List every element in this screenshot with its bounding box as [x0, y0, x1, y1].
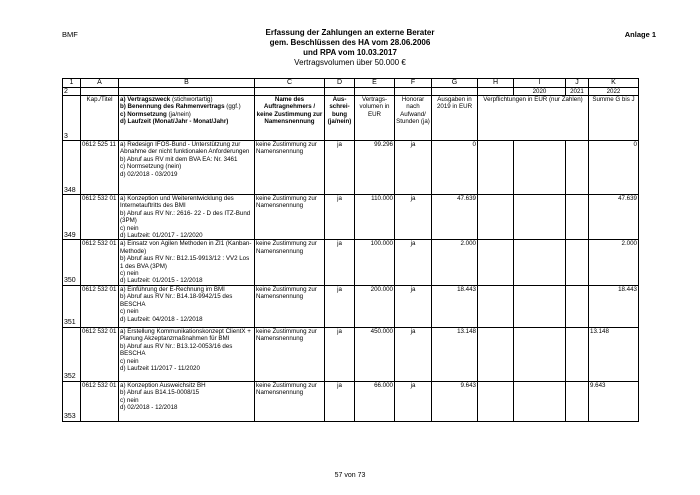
cell-verpflichtung-h	[478, 195, 514, 240]
cell-vertrag: a) Erstellung Kommunikationskonzept ClientX + Planung Akzeptanzmaßnahmen für BMI b) Abruf aus RV Nr.: B13.12-0053/16 des BESCHA c) nein d) Laufzeit 11/2017 - 11/2020	[119, 327, 255, 381]
cell-summe: 2.000	[589, 240, 639, 285]
cell-ausschreibung: ja	[325, 381, 355, 421]
cell-kap-titel: 0612 532 01	[81, 195, 119, 240]
cell-vertrag: a) Einsatz von Agilen Methoden in ZI1 (Kanban-Methode) b) Abruf aus RV Nr.: B12.15-9913/12 : VV2 Los 1 des BVA (3PM) c) nein d) Laufzeit: 01/2015 - 12/2018	[119, 240, 255, 285]
header-ausgaben-2019: Ausgaben in 2019 in EUR	[432, 96, 478, 141]
cell-summe: 0	[589, 141, 639, 195]
table-row	[63, 381, 639, 421]
column-letter: A	[81, 79, 119, 88]
column-letter: K	[589, 79, 639, 88]
cell-summe: 13.148	[589, 327, 639, 381]
cell-ausschreibung: ja	[325, 240, 355, 285]
row-number: 353	[63, 381, 81, 421]
column-letter: E	[355, 79, 395, 88]
cell-ausschreibung: ja	[325, 327, 355, 381]
cell-vertragsvolumen: 66.000	[355, 381, 395, 421]
cell-verpflichtung-2021	[566, 381, 589, 421]
document-title	[0, 28, 700, 68]
cell-vertrag: a) Konzeption Ausweichsitz BH b) Abruf aus B14.15-0008/15 c) nein d) 02/2018 - 12/2018	[119, 381, 255, 421]
header-summe: Summe G bis J	[589, 96, 639, 141]
cell-summe: 9.643	[589, 381, 639, 421]
cell-verpflichtung-h	[478, 240, 514, 285]
column-letter-row	[63, 79, 639, 88]
attachment-label: Anlage 1	[624, 30, 656, 39]
title-line: Erfassung der Zahlungen an externe Berater	[265, 28, 435, 37]
table-row	[63, 285, 639, 327]
cell-honorar: ja	[395, 195, 432, 240]
cell-vertrag: a) Konzeption und Weiterentwicklung des Internetauftritts des BMI b) Abruf aus RV Nr.: 2616- 22 - D des ITZ-Bund (3PM) c) nein d) Laufzeit: 01/2017 - 12/2020	[119, 195, 255, 240]
cell-honorar: ja	[395, 327, 432, 381]
cell-verpflichtung-h	[478, 141, 514, 195]
table-row	[63, 141, 639, 195]
cell-verpflichtung-h	[478, 285, 514, 327]
page-number: 57 von 73	[334, 472, 366, 479]
column-letter: D	[325, 79, 355, 88]
cell-verpflichtung-h	[478, 381, 514, 421]
header-verpflichtungen: Verpflichtungen in EUR (nur Zahlen)	[478, 96, 589, 141]
header-vertragsvolumen: Vertrags-volumen in EUR	[355, 96, 395, 141]
cell-honorar: ja	[395, 240, 432, 285]
table-row	[63, 327, 639, 381]
cell-kap-titel: 0612 532 01	[81, 285, 119, 327]
cell-verpflichtung-h	[478, 327, 514, 381]
cell-verpflichtung-2021	[566, 327, 589, 381]
cell-kap-titel: 0612 532 01	[81, 381, 119, 421]
cell-auftragnehmer: keine Zustimmung zur Namensnennung	[255, 240, 325, 285]
table-row	[63, 195, 639, 240]
year-2020: 2020	[514, 88, 566, 96]
column-letter: G	[432, 79, 478, 88]
row-number: 3	[63, 96, 81, 141]
cell-kap-titel: 0612 525 11	[81, 141, 119, 195]
row-number: 2	[63, 88, 81, 96]
payments-table	[62, 78, 639, 422]
document-subtitle: Vertragsvolumen über 50.000 €	[294, 58, 406, 67]
row-number: 1	[63, 79, 81, 88]
year-2021: 2021	[566, 88, 589, 96]
header-row	[63, 96, 639, 141]
cell-verpflichtung-2021	[566, 141, 589, 195]
cell-verpflichtung-2021	[566, 285, 589, 327]
cell-ausgaben: 2.000	[432, 240, 478, 285]
column-letter: F	[395, 79, 432, 88]
cell-verpflichtung-2020	[514, 327, 566, 381]
cell-honorar: ja	[395, 285, 432, 327]
row-number: 348	[63, 141, 81, 195]
cell-verpflichtung-2020	[514, 195, 566, 240]
cell-honorar: ja	[395, 141, 432, 195]
cell-vertrag: a) Einführung der E-Rechnung im BMI b) Abruf aus RV Nr.: B14.18-9942/15 des BESCHA c) nein d) Laufzeit: 04/2018 - 12/2018	[119, 285, 255, 327]
cell-vertrag: a) Redesign IFOS-Bund - Unterstützung zur Abnahme der nicht funktionalen Anforderungen b) Abruf aus RV mit dem BVA EA: Nr. 3461 c) Normsetzung (nein) d) 02/2018 - 03/2019	[119, 141, 255, 195]
cell-auftragnehmer: keine Zustimmung zur Namensnennung	[255, 285, 325, 327]
cell-summe: 47.639	[589, 195, 639, 240]
header-honorar: Honorar nach Aufwand/ Stunden (ja)	[395, 96, 432, 141]
cell-vertragsvolumen: 110.000	[355, 195, 395, 240]
cell-ausgaben: 9.643	[432, 381, 478, 421]
row-number: 350	[63, 240, 81, 285]
year-row	[63, 88, 639, 96]
cell-kap-titel: 0612 532 01	[81, 327, 119, 381]
cell-verpflichtung-2020	[514, 381, 566, 421]
column-letter: C	[255, 79, 325, 88]
cell-ausschreibung: ja	[325, 141, 355, 195]
cell-vertragsvolumen: 200.000	[355, 285, 395, 327]
cell-vertragsvolumen: 99.296	[355, 141, 395, 195]
cell-verpflichtung-2020	[514, 285, 566, 327]
header-kap-titel: Kap./Titel	[81, 96, 119, 141]
cell-auftragnehmer: keine Zustimmung zur Namensnennung	[255, 141, 325, 195]
cell-verpflichtung-2020	[514, 141, 566, 195]
column-letter: H	[478, 79, 514, 88]
row-number: 352	[63, 327, 81, 381]
row-number: 351	[63, 285, 81, 327]
year-2022: 2022	[589, 88, 639, 96]
cell-ausgaben: 47.639	[432, 195, 478, 240]
table-row	[63, 240, 639, 285]
cell-ausgaben: 13.148	[432, 327, 478, 381]
cell-verpflichtung-2021	[566, 195, 589, 240]
row-number: 349	[63, 195, 81, 240]
cell-ausschreibung: ja	[325, 195, 355, 240]
cell-kap-titel: 0612 532 01	[81, 240, 119, 285]
column-letter: B	[119, 79, 255, 88]
title-line: gem. Beschlüssen des HA vom 28.06.2006	[269, 38, 431, 47]
cell-vertragsvolumen: 100.000	[355, 240, 395, 285]
cell-honorar: ja	[395, 381, 432, 421]
cell-verpflichtung-2020	[514, 240, 566, 285]
cell-ausgaben: 18.443	[432, 285, 478, 327]
cell-auftragnehmer: keine Zustimmung zur Namensnennung	[255, 327, 325, 381]
cell-auftragnehmer: keine Zustimmung zur Namensnennung	[255, 195, 325, 240]
cell-vertragsvolumen: 450.000	[355, 327, 395, 381]
cell-ausschreibung: ja	[325, 285, 355, 327]
column-letter: I	[514, 79, 566, 88]
title-line: und RPA vom 10.03.2017	[303, 48, 397, 57]
cell-ausgaben: 0	[432, 141, 478, 195]
header-ausschreibung: Aus-schrei-bung (ja/nein)	[325, 96, 355, 141]
header-auftragnehmer: Name des Auftragnehmers / keine Zustimmung zur Namensnennung	[255, 96, 325, 141]
cell-auftragnehmer: keine Zustimmung zur Namensnennung	[255, 381, 325, 421]
column-letter: J	[566, 79, 589, 88]
header-vertrag: a) Vertragszweck (stichwortartig) b) Benennung des Rahmenvertrags (ggf.) c) Normsetzung (ja/nein) d) Laufzeit (Monat/Jahr - Monat/Jahr)	[119, 96, 255, 141]
document-source: BMF	[62, 30, 78, 39]
cell-verpflichtung-2021	[566, 240, 589, 285]
cell-summe: 18.443	[589, 285, 639, 327]
